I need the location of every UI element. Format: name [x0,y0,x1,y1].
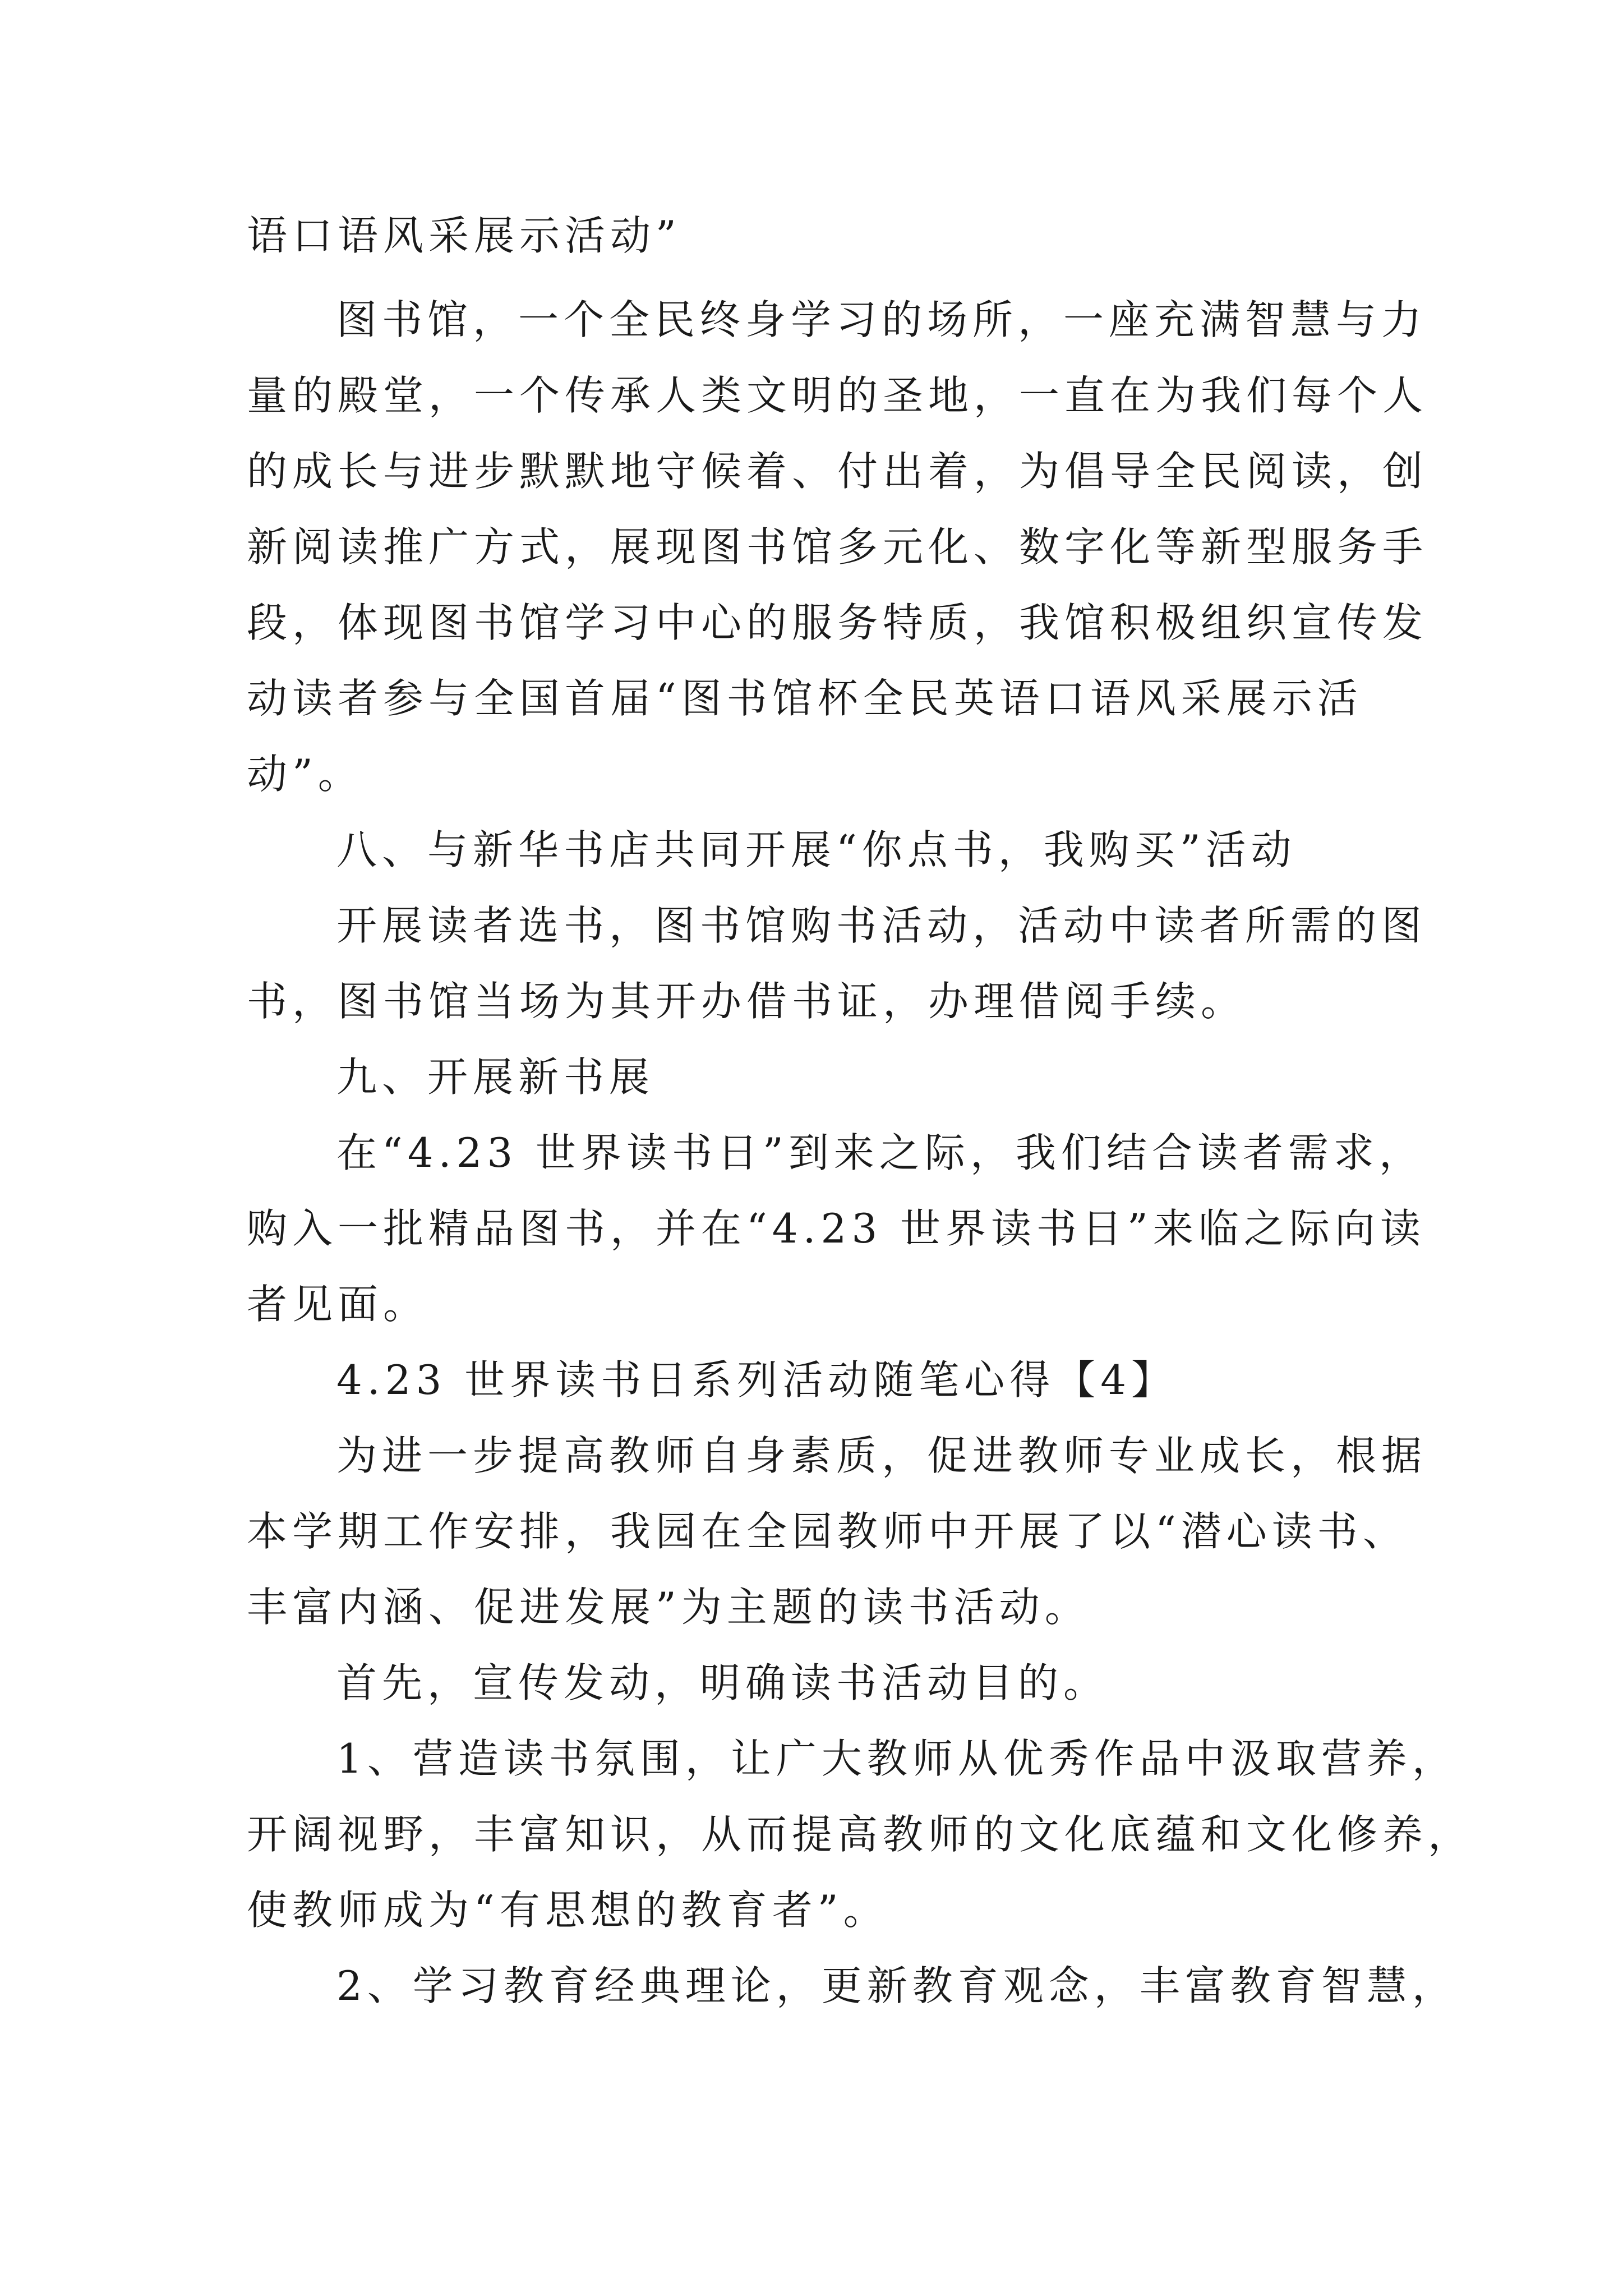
text-line: 量的殿堂，一个传承人类文明的圣地，一直在为我们每个人 [247,372,1428,419]
text-line: 动”。 [247,751,363,798]
paragraph-line: 在“4.23 世界读书日”到来之际，我们结合读者需求， [336,1129,1424,1176]
paragraph-line: 2、学习教育经典理论，更新教育观念，丰富教育智慧， [336,1962,1458,2009]
paragraph-line: 图书馆，一个全民终身学习的场所，一座充满智慧与力 [336,296,1427,343]
paragraph-line: 1、营造读书氛围，让广大教师从优秀作品中汲取营养， [336,1735,1458,1782]
section-heading: 九、开展新书展 [336,1053,655,1101]
text-line: 段，体现图书馆学习中心的服务特质，我馆积极组织宣传发 [247,599,1428,646]
text-line: 开阔视野，丰富知识，从而提高教师的文化底蕴和文化修养， [247,1811,1474,1858]
paragraph-line: 首先，宣传发动，明确读书活动目的。 [336,1659,1109,1706]
text-line: 丰富内涵、促进发展”为主题的读书活动。 [247,1584,1090,1631]
text-line: 本学期工作安排，我园在全园教师中开展了以“潜心读书、 [247,1508,1408,1555]
text-line: 的成长与进步默默地守候着、付出着，为倡导全民阅读，创 [247,448,1428,495]
text-line: 新阅读推广方式，展现图书馆多元化、数字化等新型服务手 [247,523,1428,570]
text-line: 购入一批精品图书，并在“4.23 世界读书日”来临之际向读 [247,1205,1426,1252]
text-line: 者见面。 [247,1281,429,1328]
paragraph-line: 开展读者选书，图书馆购书活动，活动中读者所需的图 [336,902,1427,949]
text-line: 书，图书馆当场为其开办借书证，办理借阅手续。 [247,978,1247,1025]
text-line: 语口语风采展示活动” [247,212,681,259]
text-line: 动读者参与全国首届“图书馆杯全民英语口语风采展示活 [247,675,1363,722]
paragraph-line: 为进一步提高教师自身素质，促进教师专业成长，根据 [336,1432,1427,1479]
section-heading: 4.23 世界读书日系列活动随笔心得【4】 [336,1356,1177,1404]
section-heading: 八、与新华书店共同开展“你点书，我购买”活动 [336,826,1297,873]
text-line: 使教师成为“有思想的教育者”。 [247,1887,889,1934]
